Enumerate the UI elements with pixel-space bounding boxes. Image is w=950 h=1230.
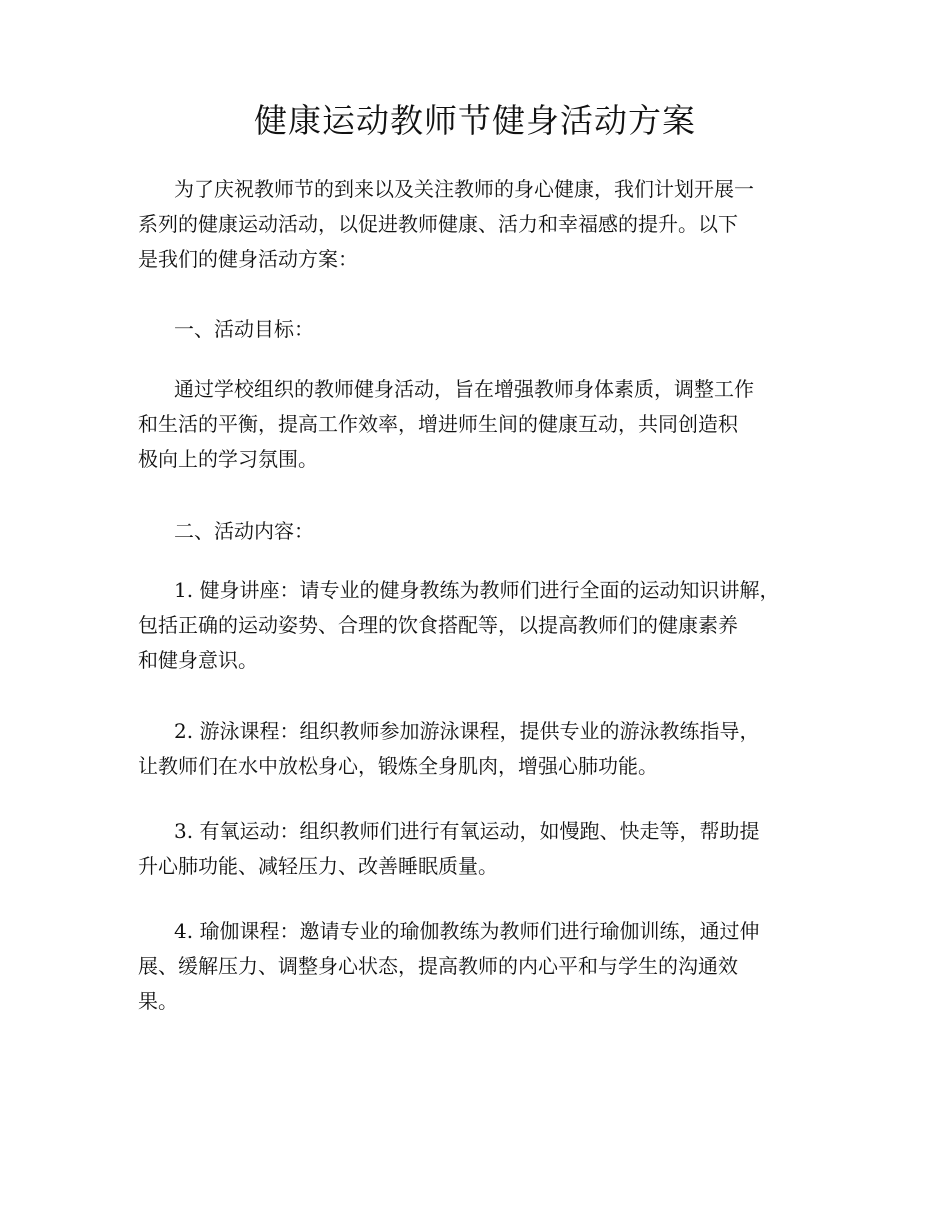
goals-line-1: 通过学校组织的教师健身活动，旨在增强教师身体素质，调整工作: [174, 377, 754, 401]
item4-line-2: 展、缓解压力、调整身心状态，提高教师的内心平和与学生的沟通效: [138, 954, 738, 978]
section-heading-goals: 一、活动目标：: [174, 317, 314, 341]
intro-line-2: 系列的健康运动活动，以促进教师健康、活力和幸福感的提升。以下: [138, 212, 738, 236]
item-yoga-course: [138, 914, 828, 1019]
intro-paragraph: [138, 172, 828, 277]
item4-line-1: 4. 瑜伽课程：邀请专业的瑜伽教练为教师们进行瑜伽训练，通过伸: [174, 919, 760, 943]
item2-line-2: 让教师们在水中放松身心，锻炼全身肌肉，增强心肺功能。: [138, 754, 658, 778]
item-aerobic-exercise: [138, 814, 828, 884]
item1-line-1: 1. 健身讲座：请专业的健身教练为教师们进行全面的运动知识讲解，: [174, 578, 780, 602]
goals-line-3: 极向上的学习氛围。: [138, 447, 318, 471]
item3-line-1: 3. 有氧运动：组织教师们进行有氧运动，如慢跑、快走等，帮助提: [174, 819, 760, 843]
page-title: 健康运动教师节健身活动方案: [254, 101, 696, 140]
item-swimming-course: [138, 714, 828, 784]
item-fitness-lecture: [138, 573, 828, 678]
item1-line-3: 和健身意识。: [138, 648, 258, 672]
item4-line-3: 果。: [138, 989, 178, 1013]
item3-line-2: 升心肺功能、减轻压力、改善睡眠质量。: [138, 854, 498, 878]
goals-paragraph: [138, 372, 828, 477]
section-heading-content: 二、活动内容：: [174, 519, 314, 543]
intro-line-1: 为了庆祝教师节的到来以及关注教师的身心健康，我们计划开展一: [174, 177, 754, 201]
item2-line-1: 2. 游泳课程：组织教师参加游泳课程，提供专业的游泳教练指导，: [174, 719, 760, 743]
intro-line-3: 是我们的健身活动方案：: [138, 247, 358, 271]
goals-line-2: 和生活的平衡，提高工作效率，增进师生间的健康互动，共同创造积: [138, 412, 738, 436]
item1-line-2: 包括正确的运动姿势、合理的饮食搭配等，以提高教师们的健康素养: [138, 613, 738, 637]
